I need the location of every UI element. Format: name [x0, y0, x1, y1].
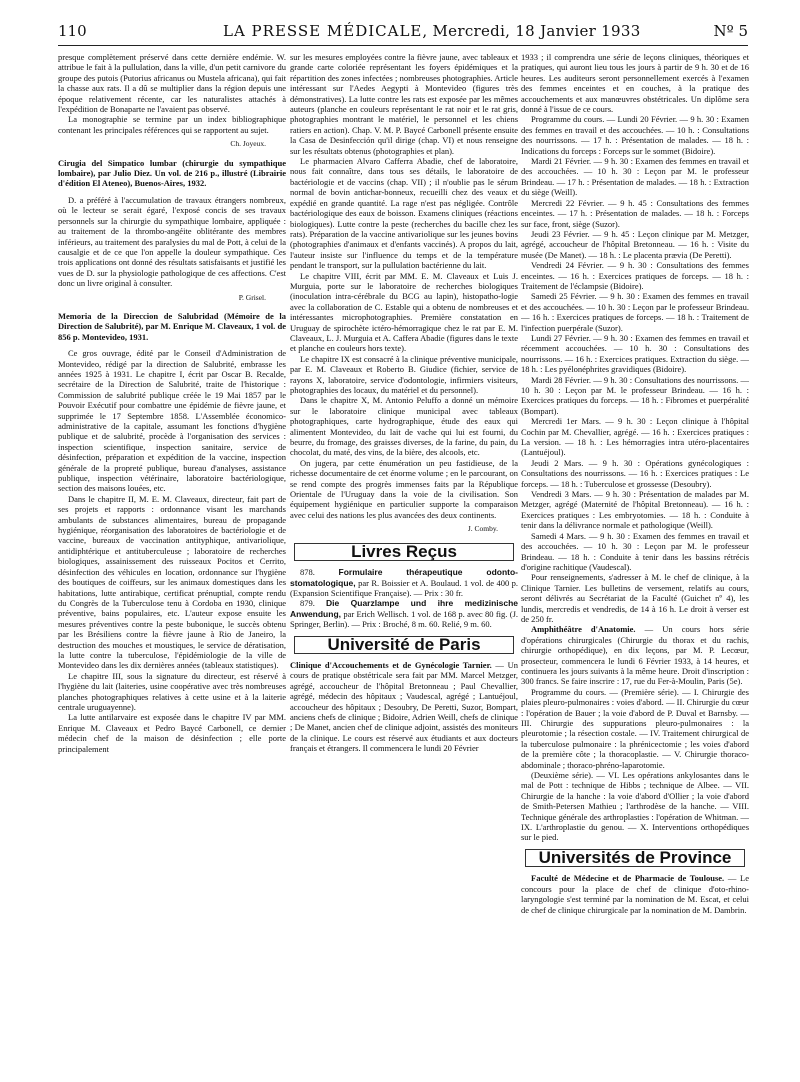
paragraph: Le chapitre VIII, écrit par MM. E. M. Claveaux et Luis J. Murguia, porte sur le laboratoire de recherches biologiques (inoculation intra-cérébrale du BCG au lapin), histopatho-logie avec la collaboration de C. Estable qui a obtenu de nombreuses et intéressantes microphotographies. Première constatation en Uruguay de spirochète ictéro-hémorragique chez le rat par E. M. Claveaux, L. J. Murguia et A. Caffera Abadie (figures dans le texte et planche en couleurs hors texte).: [290, 270, 518, 354]
section-title-universites-province: Universités de Province: [525, 849, 745, 867]
signature: P. Grisel.: [238, 292, 266, 302]
course-title: Clinique d'Accouchements et de Gynécologie Tarnier.: [290, 659, 492, 670]
paragraph: [521, 873, 749, 915]
paragraph: La monographie se termine par un index bibliographique contenant les principales références qui se rapportent au sujet.: [58, 114, 286, 135]
program-paragraph: Mardi 28 Février. — 9 h. 30 : Consultations des nourrissons. — 10 h. 30 : Leçon par M. le professeur Brindeau. — 16 h. : Exercices pratiques du forceps. — 18 h. : Fibromes et puerpéralité (Bompart).: [521, 374, 749, 416]
program-paragraph: Lundi 27 Février. — 9 h. 30 : Examen des femmes en travail et récemment accouchées. — 10 h. 30 : Consultations des nourrissons. — 16 h. : Exercices pratiques. Extraction du siège. — 18 h. : Les pyélonéphrites gravidiques (Bidoire).: [521, 332, 749, 375]
column-1: [58, 52, 286, 1072]
journal-title: LA PRESSE MÉDICALE: [223, 22, 423, 40]
section-title-livres-recus: Livres Reçus: [294, 543, 514, 561]
paragraph: Le chapitre III, sous la signature du directeur, est réservé à l'hygiène du lait (laiteries, usine coopérative avec très nombreuses planches photographiques relatives à cette usine et à la laiterie centrale uruguayenne).: [58, 670, 286, 712]
program-paragraph: Jeudi 23 Février. — 9 h. 45 : Leçon clinique par M. Metzger, agrégé, accoucheur de l'hôpital Bretonneau. — 16 h. : Visite du musée (De Manet). — 18 h. : Le placenta prævia (De Peretti).: [521, 228, 749, 260]
program-paragraph: Jeudi 2 Mars. — 9 h. 30 : Opérations gynécologiques : Consultations des nourrissons. — 16 h. : Exercices pratiques : Le forceps. — 18 h. : Tuberculose et grossesse (Desoubry).: [521, 457, 749, 489]
review-title: Cirugia del Simpatico lumbar (chirurgie du sympathique lombaire), par Julio Diez. Un vol. de 216 p., illustré (Librairie d'édition El Ateneo), Buenos-Aires, 1932.: [58, 157, 286, 189]
paragraph: [290, 660, 518, 754]
course-text: — Un cours hors série d'opérations chirurgicales (Chirurgie du thorax et du rachis, chirurgie orthopédique), en dix leçons, par M. P. Lecœur, prosecteur, commencera le lundi 6 Février 1933, à 14 heures, et continuera les jours suivants à la même heure. Droit d'inscription : 300 francs. Se faire inscrire : 17, rue du Fer-à-Moulin, Paris (5e).: [521, 624, 749, 687]
review-title: Memoria de la Direccion de Salubridad (Mémoire de la Direction de Salubrité), par M. Enrique M. Claveaux, 1 vol. de 856 p. Montevideo, 1931.: [58, 310, 286, 342]
paragraph: Programme du cours. — (Première série). — I. Chirurgie des plaies pleuro-pulmonaires : voies d'abord. — II. Chirurgie du cœur : l'opération de Bauer ; la voie d'abord de P. Duval et Barnsby. — III. Chirurgie des suppurations pleuro-pulmonaires : la pleurotomie ; la résection costale. — IV. Traitement chirurgical de la tuberculose pulmonaire : la phrénicectomie ; les voies d'abord de la première côte ; la thoracoplastie. — V. Chirurgie thoraco-abdominale ; thoraco-phréno-laparotomie.: [521, 686, 749, 770]
page-header: [58, 22, 748, 46]
paragraph: La lutte antilarvaire est exposée dans le chapitre IV par MM. Enrique M. Claveaux et Pedro Baycé Carbonell, ce dernier médecin chef de la maison de désinfection ; elle porte principalement: [58, 712, 286, 754]
course-text: — Un cours de pratique obstétricale sera fait par MM. Marcel Metzger, agrégé, accoucheur de l'hôpital Bretonneau ; Paul Chevallier, agrégé, médecin des hôpitaux ; Vaudescal, agrégé ; Lantuéjoul, accoucheur des hôpitaux ; Desoubry, De Peretti, Suzor, Bompart, anciens chefs de clinique ; Bidoire, Adrien Weill, chefs de clinique ; De Manet, ancien chef de clinique adjoint, assistés des moniteurs de la clinique. Le cours est réservé aux étudiants et aux docteurs français et étrangers. Il commencera le lundi 20 Février: [290, 659, 518, 754]
program-paragraph: Vendredi 3 Mars. — 9 h. 30 : Présentation de malades par M. Metzger, agrégé (Maternité de l'hôpital Bretonneau). — 16 h. : Exercices pratiques : Les embryotomies. — 18 h. : Conduite à tenir dans la délivrance normale et pathologique (Weill).: [521, 489, 749, 531]
program-paragraph: Mercredi 22 Février. — 9 h. 45 : Consultations des femmes enceintes. — 17 h. : Présentation de malades. — 18 h. : Forceps sur face, front, siège (Suzor).: [521, 197, 749, 229]
paragraph: sur les mesures employées contre la fièvre jaune, avec tableaux et grande carte coloriée représentant les foyers épidémiques et la répartition des zones infectées ; nombreuses photographies. Article intéressant sur l'Aedes Aegypti à Montevideo (figures très démonstratives). La lutte contre les rats est exposée par les mêmes auteurs (planche en couleurs représentant le rat noir et le rat gris, photographies montrant le matériel, le personnel et les chiens ratiers en action). Chap. V. M. P. Baycé Carbonell présente ensuite la Casa de Desinfección qu'il dirige (chap. VI) et nous renseigne sur les résultats obtenus (photographies et plan).: [290, 52, 518, 156]
book-title: Formulaire thérapeutique odonto-stomatologique,: [290, 567, 518, 588]
book-details: par R. Boissier et A. Boulaud. 1 vol. de 400 p. (Expansion Scientifique Française). — Prix : 30 fr.: [290, 577, 518, 598]
faculty-title: Faculté de Médecine et de Pharmacie de Toulouse.: [531, 873, 725, 884]
column-3: [521, 52, 749, 1072]
header-rule: [58, 45, 748, 46]
program-paragraph: Vendredi 24 Février. — 9 h. 30 : Consultations des femmes enceintes. — 16 h. : Exercices pratiques de forceps. — 18 h. : Traitement de l'éclampsie (Bidoire).: [521, 260, 749, 291]
book-details: par Erich Wellisch. 1 vol. de 168 p. avec 80 fig. (J. Springer, Berlin). — Prix : Broché, 8 m. 60. Relié, 9 m. 60.: [290, 608, 518, 630]
paragraph: D. a préféré à l'accumulation de travaux étrangers nombreux, où le lecteur se serait égaré, l'exposé concis de ses travaux personnels sur la chirurgie du sympathique lombaire, appliquée : au traitement de la thrombo-angéite oblitérante des membres inférieurs, au traitement des paralysies du mal de Pott, à celui de la causalgie et de ce que l'on appelle la douleur sympathique. Ces trois applications ont donné des résultats satisfaisants et justifié les vues de D. sur la physiologie pathologique de ces affections. C'est donc un livre original à consulter.: [58, 194, 286, 289]
signature: J. Comby.: [467, 524, 498, 534]
paragraph: presque complètement préservé dans cette dernière endémie. W. attribue le fait à la pullulation, dans la ville, d'un petit carnivore du groupe des putois (Putorius africanus ou Mustela africana), qui fait la chasse aux rats. Il a dû se multiplier dans la région depuis une époque relativement récente, car les naturalistes attachés à l'expédition de Bonaparte ne l'avaient pas observé.: [58, 52, 286, 115]
paragraph: Le pharmacien Alvaro Cafferra Abadie, chef de laboratoire, nous fait connaître, dans tous ses détails, le laboratoire de bactériologie et de vaccins (chap. VII) ; il n'oublie pas le sérum normal de bovin antichar-bonneux, recueilli chez des veaux et expédié en grande quantité. La rage n'est pas négligée. Contrôle bactériologique des eaux de boisson. Examens cliniques (réactions biologiques). Lutte contre la peste (recherches du bacille chez les rats). Préparation de la vaccine antivariolique sur les jeunes bovins (photographies d'animaux et d'enfants vaccinés). A propos du lait, l'auteur insiste sur l'influence du temps et de la température pendant le transport, sur la pullulation bactérienne du lait.: [290, 156, 518, 271]
masthead: [223, 22, 641, 40]
book-entry: [290, 567, 518, 598]
book-entry: [290, 598, 518, 629]
page-number: 110: [58, 22, 87, 40]
paragraph: [521, 624, 749, 686]
program-paragraph: Programme du cours. — Lundi 20 Février. — 9 h. 30 : Examen des femmes en travail et des accouchées. — 10 h. : Consultations des nourrissons. — 17 h. : Présentation de malades. — 18 h. : Indications du forceps : Forceps sur le sommet (Bidoire).: [521, 114, 749, 156]
section-title-universite-paris: Université de Paris: [294, 636, 514, 654]
issue-number: Nº 5: [713, 22, 748, 40]
column-2: [290, 52, 518, 1072]
signature: Ch. Joyeux.: [230, 139, 266, 149]
paragraph: Le chapitre IX est consacré à la clinique préventive municipale, par E. M. Claveaux et Roberto B. Giudice (fichier, service de rayons X, laboratoire, service d'odontologie, infirmiers visiteurs, photographies des locaux, du matériel et du personnel).: [290, 353, 518, 395]
book-title: Die Quarzlampe und ihre medizinische Anwendung,: [290, 598, 518, 619]
paragraph: Ce gros ouvrage, édité par le Conseil d'Administration de Montevideo, rédigé par la direction de Salubrité, embrasse les années 1925 à 1931. Le chapitre I, écrit par Oscar B. Recalde, secrétaire de la Direction de Salubrité, traite de l'historique : Commission de salubrité publique créée le 19 Mai 1857 par le Pouvoir Exécutif pour combattre une épidémie de fièvre jaune, et supprimée le 17 Septembre 1858. L'Assemblée économico-administrative de la capitale, assumant les fonctions d'hygiène publique et de salubrité, procède à l'organisation des services : inspection scientifique, inspection sanitaire, service de désinfection, préparation et expédition de la vaccine, inspection générale de la propreté publique, bureau d'analyses, assistance publique, inspection vétérinaire, laboratoire bactériologique, section des maisons louées, etc.: [58, 348, 286, 494]
issue-date: , Mercredi, 18 Janvier 1933: [422, 22, 641, 40]
book-number: 879.: [300, 598, 315, 609]
paragraph: On jugera, par cette énumération un peu fastidieuse, de la richesse documentaire de cet énorme volume ; en le parcourant, on se rend compte des progrès immenses faits par la République Orientale de l'Uruguay dans la voie de la civilisation. Son équipement hygiénique en particulier supporte la comparaison avec celui des nations les plus avancées des deux continents.: [290, 457, 518, 520]
paragraph: Dans le chapitre II, M. E. M. Claveaux, directeur, fait part de ses projets et rapports : ordonnance visant les marchands ambulants de substances alimentaires, bureau de propagande hygiénique, réorganisation des laboratoires de bactériologie et de vaccine, bureaux de vaccination antityphique, antivariolique, antidiphtérique et antituberculeuse ; laboratoire de recherches biologiques, assainissement des ruisseaux Pocitos et Cerrito, désinfection des véhicules en location, ordonnance sur l'hygiène des boutiques de coiffeurs, sur les animaux domestiques dans les habitations, lutte antirabique, certificat prénuptial, compte rendu du Congrès de la Tuberculose tenu à Cordoba en 1930, clinique préventive, bains populaires, etc. L'auteur expose ensuite les mesures préventives contre la peste bubonique, le succès obtenu par les Brésiliens contre la fièvre jaune à Rio de Janeiro, la destruction des mouches et moustiques, le service de dératisation, la lutte contre la tuberculose, l'épidémiologie de la ville de Montevideo dans les dix dernières années (tableaux statistiques).: [58, 493, 286, 671]
faculty-text: — Le concours pour la place de chef de clinique d'oto-rhino-laryngologie s'est terminé par la nomination de M. Escat, et celui de chef de clinique chirurgicale par la nomination de M. Dambrin.: [521, 873, 749, 915]
paragraph: 1933 ; il comprendra une série de leçons cliniques, théoriques et pratiques, qui auront lieu tous les jours à partir de 9 h. 30 et de 16 heures. Les auditeurs seront personnellement exercés à l'examen des femmes enceintes et en couches, à la pratique des accouchements et aux manœuvres obstétricales. Un diplôme sera donné à l'issue de ce cours.: [521, 52, 749, 115]
paragraph: (Deuxième série). — VI. Les opérations ankylosantes dans le mal de Pott : technique de Hibbs ; technique de Albee. — VII. Chirurgie de la hanche : la voie d'abord d'Ollier ; la voie d'abord de Smith-Petersen Mathieu ; l'arthrodèse de la hanche. — VIII. Technique générale des arthroplasties : l'opération de Whitman. — IX. L'arthroplastie du genou. — X. Interventions orthopédiques sur le pied.: [521, 770, 749, 843]
program-paragraph: Mardi 21 Février. — 9 h. 30 : Examen des femmes en travail et des accouchées. — 10 h. 30 : Leçon par M. le professeur Brindeau. — 17 h. : Présentation de malades. — 18 h. : Extraction du siège (Weill).: [521, 156, 749, 198]
book-number: 878.: [300, 567, 315, 578]
program-paragraph: Samedi 4 Mars. — 9 h. 30 : Examen des femmes en travail et des accouchées. — 10 h. 30 : Leçon par M. le professeur Brindeau. — 18 h. : Conduite à tenir dans les bassins rétrécis d'origine rachitique (Vaudescal).: [521, 530, 749, 572]
program-paragraph: Samedi 25 Février. — 9 h. 30 : Examen des femmes en travail et des accouchées. — 10 h. 30 : Leçon par le professeur Brindeau. — 16 h. : Exercices pratiques de forceps. — 18 h. : Traitement de l'infection puerpérale (Suzor).: [521, 291, 749, 333]
program-paragraph: Mercredi 1er Mars. — 9 h. 30 : Leçon clinique à l'hôpital Cochin par M. Chevallier, agrégé. — 16 h. : Exercices pratiques : La version. — 18 h. : Les hémorragies intra utéro-placentaires (Lantuéjoul).: [521, 416, 749, 458]
paragraph: Dans le chapitre X, M. Antonio Peluffo a donné un mémoire sur le laboratoire clinique municipal avec tableaux photographiques, carte hydrographique, étude des eaux qui alimentent Montevideo, du lait de vache qui lui est fourni, du beurre, du fromage, des graisses diverses, de la farine, du pain, du chocolat, du maté, des vins, de la bière, des alcools, etc.: [290, 395, 518, 458]
course-title: Amphithéâtre d'Anatomie.: [531, 624, 636, 635]
paragraph: Pour renseignements, s'adresser à M. le chef de clinique, à la Clinique Tarnier. Les bulletins de versement, relatifs au cours, seront délivrés au Secrétariat de la Faculté (Guichet nº 4), les lundis, mercredis et vendredis, de 14 à 16 h. Le droit à verser est de 250 fr.: [521, 572, 749, 624]
